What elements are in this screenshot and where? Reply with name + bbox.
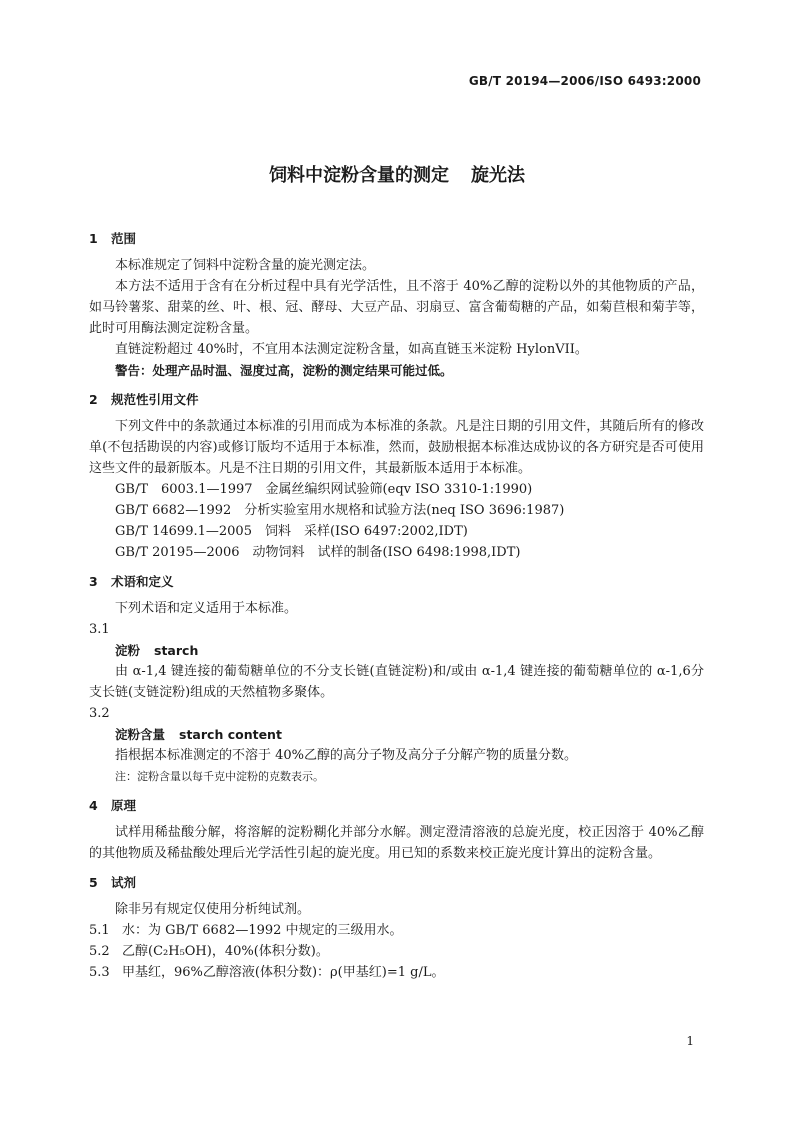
item-number: 5.3 — [89, 965, 110, 980]
section-title: 范围 — [111, 231, 137, 246]
term-heading — [89, 724, 704, 745]
term-definition: 由 α-1,4 键连接的葡萄糖单位的不分支长链(直链淀粉)和/或由 α-1,4 键连接的葡萄糖单位的 α-1,6分支长链(支链淀粉)组成的天然植物多聚体。 — [89, 664, 704, 700]
page-title — [0, 161, 794, 187]
section-title: 原理 — [111, 798, 137, 813]
subclause-number: 3.2 — [89, 706, 110, 721]
item-text: 水：为 GB/T 6682—1992 中规定的三级用水。 — [122, 923, 403, 938]
item-text: 甲基红，96%乙醇溶液(体积分数)：ρ(甲基红)=1 g/L。 — [122, 965, 445, 980]
title-main: 饲料中淀粉含量的测定 — [269, 165, 449, 186]
paragraph: 下列术语和定义适用于本标准。 — [115, 601, 298, 616]
term-en: starch content — [179, 727, 282, 742]
list-item — [89, 962, 704, 983]
reference-item: GB/T 14699.1—2005 饲料 采样(ISO 6497:2002,IDT) — [115, 524, 468, 539]
subclause-number: 3.1 — [89, 622, 110, 637]
section-number: 5 — [89, 875, 98, 890]
reference-item: GB/T 6682—1992 分析实验室用水规格和试验方法(neq ISO 3696:1987) — [115, 503, 565, 518]
note-text: 注：淀粉含量以每千克中淀粉的克数表示。 — [115, 770, 324, 783]
page-number: 1 — [686, 1034, 694, 1048]
paragraph: 除非另有规定仅使用分析纯试剂。 — [115, 902, 311, 917]
item-number: 5.1 — [89, 923, 110, 938]
section-heading — [89, 228, 704, 249]
title-method: 旋光法 — [471, 165, 525, 186]
reference-item: GB/T 20195—2006 动物饲料 试样的制备(ISO 6498:1998,IDT) — [115, 545, 521, 560]
list-item — [89, 920, 704, 941]
reference-item: GB/T 6003.1—1997 金属丝编织网试验筛(eqv ISO 3310-1:1990) — [115, 482, 533, 497]
term-definition: 指根据本标准测定的不溶于 40%乙醇的高分子物及高分子分解产物的质量分数。 — [115, 748, 578, 763]
item-text: 乙醇(C₂H₅OH)，40%(体积分数)。 — [122, 944, 329, 959]
term-cn: 淀粉 — [115, 643, 141, 658]
list-item — [89, 941, 704, 962]
section-title: 规范性引用文件 — [111, 392, 199, 407]
section-number: 3 — [89, 574, 98, 589]
warning-text: 警告：处理产品时温、湿度过高，淀粉的测定结果可能过低。 — [115, 363, 453, 378]
paragraph: 本方法不适用于含有在分析过程中具有光学活性，且不溶于 40%乙醇的淀粉以外的其他物质的产品，如马铃薯浆、甜菜的丝、叶、根、冠、酵母、大豆产品、羽扇豆、富含葡萄糖的产品，如菊苣根和菊芋等，此时可用酶法测定淀粉含量。 — [89, 279, 704, 336]
document-body — [89, 228, 704, 983]
paragraph: 本标准规定了饲料中淀粉含量的旋光测定法。 — [115, 258, 376, 273]
term-en: starch — [154, 643, 199, 658]
section-heading — [89, 795, 704, 816]
term-cn: 淀粉含量 — [115, 727, 166, 742]
section-number: 2 — [89, 392, 98, 407]
section-title: 试剂 — [111, 875, 137, 890]
section-heading — [89, 389, 704, 410]
paragraph: 试样用稀盐酸分解，将溶解的淀粉糊化并部分水解。测定澄清溶液的总旋光度，校正因溶于 40%乙醇的其他物质及稀盐酸处理后光学活性引起的旋光度。用已知的系数来校正旋光度计算出的淀粉含量。 — [89, 825, 704, 861]
section-number: 1 — [89, 231, 98, 246]
section-heading — [89, 872, 704, 893]
section-title: 术语和定义 — [111, 574, 174, 589]
section-number: 4 — [89, 798, 98, 813]
standard-code: GB/T 20194—2006/ISO 6493:2000 — [468, 74, 701, 88]
term-heading — [89, 640, 704, 661]
paragraph: 下列文件中的条款通过本标准的引用而成为本标准的条款。凡是注日期的引用文件，其随后所有的修改单(不包括勘误的内容)或修订版均不适用于本标准，然而，鼓励根据本标准达成协议的各方研究是否可使用这些文件的最新版本。凡是不注日期的引用文件，其最新版本适用于本标准。 — [89, 419, 704, 476]
section-heading — [89, 571, 704, 592]
paragraph: 直链淀粉超过 40%时，不宜用本法测定淀粉含量，如高直链玉米淀粉 HylonVII。 — [115, 342, 588, 357]
item-number: 5.2 — [89, 944, 110, 959]
